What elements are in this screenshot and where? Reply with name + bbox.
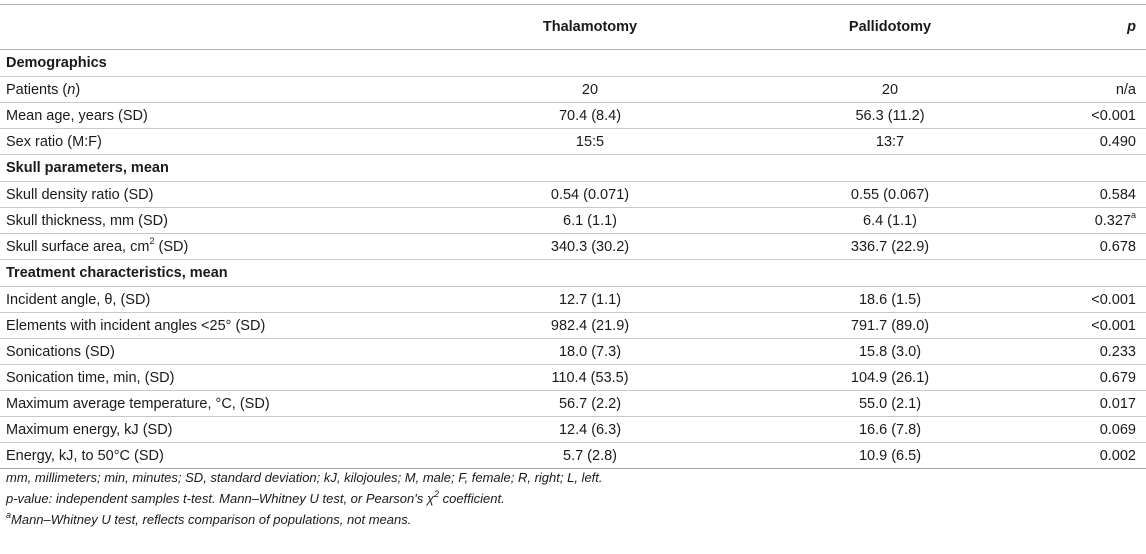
thalamotomy-value: 20 [440, 77, 740, 103]
note-footnote [6, 509, 1136, 530]
thalamotomy-value: 0.54 (0.071) [440, 182, 740, 208]
note-abbreviations: mm, millimeters; min, minutes; SD, standard deviation; kJ, kilojoules; M, male; F, female; R, right; L, left. [6, 470, 603, 485]
table-row [0, 313, 1146, 339]
section-title: Treatment characteristics, mean [0, 260, 1146, 287]
pallidotomy-value: 18.6 (1.5) [740, 287, 1040, 313]
row-label-text: Skull surface area, cm [6, 238, 150, 255]
p-value-text: n/a [1115, 81, 1136, 98]
row-label [0, 417, 440, 443]
row-label [0, 391, 440, 417]
row-label [0, 365, 440, 391]
thalamotomy-value: 110.4 (53.5) [440, 365, 740, 391]
p-value [1040, 365, 1146, 391]
pallidotomy-value: 0.55 (0.067) [740, 182, 1040, 208]
thalamotomy-value: 15:5 [440, 129, 740, 155]
table-row [0, 339, 1146, 365]
footnote-text: Mann–Whitney U test, reflects comparison of populations, not means. [11, 512, 412, 527]
p-value [1040, 287, 1146, 313]
p-value [1040, 103, 1146, 129]
note-pvalue-post: coefficient. [438, 491, 505, 506]
row-label [0, 182, 440, 208]
header-empty [0, 5, 440, 50]
p-value [1040, 234, 1146, 260]
p-value-text: 0.233 [1099, 343, 1136, 360]
pallidotomy-value: 336.7 (22.9) [740, 234, 1040, 260]
pallidotomy-value: 16.6 (7.8) [740, 417, 1040, 443]
p-value-text: <0.001 [1091, 291, 1136, 308]
thalamotomy-value: 5.7 (2.8) [440, 443, 740, 469]
footnote-mark: a [6, 509, 12, 520]
row-label-text: Sonications (SD) [6, 343, 115, 360]
table-row [0, 365, 1146, 391]
p-value-text: 0.017 [1099, 395, 1136, 412]
thalamotomy-value: 18.0 (7.3) [440, 339, 740, 365]
p-value [1040, 417, 1146, 443]
pallidotomy-value: 791.7 (89.0) [740, 313, 1040, 339]
table-body [0, 50, 1146, 469]
table-row [0, 443, 1146, 469]
table-row [0, 417, 1146, 443]
p-value [1040, 77, 1146, 103]
row-label [0, 103, 440, 129]
row-label [0, 77, 440, 103]
p-value [1040, 208, 1146, 234]
row-label [0, 234, 440, 260]
thalamotomy-value: 56.7 (2.2) [440, 391, 740, 417]
row-label [0, 443, 440, 469]
p-value-text: 0.327 [1094, 212, 1131, 229]
row-label-text: Incident angle, θ, (SD) [6, 291, 151, 308]
table-row [0, 182, 1146, 208]
row-label [0, 339, 440, 365]
pallidotomy-value: 55.0 (2.1) [740, 391, 1040, 417]
row-label-italic: n [67, 81, 76, 98]
section-title: Skull parameters, mean [0, 155, 1146, 182]
table-row [0, 103, 1146, 129]
p-value-text: 0.679 [1099, 369, 1136, 386]
thalamotomy-value: 70.4 (8.4) [440, 103, 740, 129]
row-label-text: Skull density ratio (SD) [6, 186, 154, 203]
pallidotomy-value: 10.9 (6.5) [740, 443, 1040, 469]
table-row [0, 208, 1146, 234]
pallidotomy-value: 20 [740, 77, 1040, 103]
thalamotomy-value: 340.3 (30.2) [440, 234, 740, 260]
header-thalamotomy: Thalamotomy [440, 5, 740, 50]
thalamotomy-value: 982.4 (21.9) [440, 313, 740, 339]
row-label [0, 313, 440, 339]
row-label-sup: 2 [149, 235, 155, 246]
p-value [1040, 129, 1146, 155]
p-value-text: 0.678 [1099, 238, 1136, 255]
row-label-text: Mean age, years (SD) [6, 107, 148, 124]
row-label-after: (SD) [154, 238, 189, 255]
table-row [0, 234, 1146, 260]
p-value-text: <0.001 [1091, 107, 1136, 124]
pallidotomy-value: 104.9 (26.1) [740, 365, 1040, 391]
row-label [0, 287, 440, 313]
section-row [0, 50, 1146, 77]
p-value [1040, 339, 1146, 365]
section-row [0, 155, 1146, 182]
p-value-sup: a [1130, 209, 1136, 220]
row-label [0, 129, 440, 155]
row-label-text: Patients ( [6, 81, 68, 98]
p-value-text: 0.069 [1099, 421, 1136, 438]
row-label-text: Maximum energy, kJ (SD) [6, 421, 173, 438]
pallidotomy-value: 56.3 (11.2) [740, 103, 1040, 129]
thalamotomy-value: 12.4 (6.3) [440, 417, 740, 443]
row-label-after: ) [75, 81, 81, 98]
header-row [0, 5, 1146, 50]
table-row [0, 77, 1146, 103]
pallidotomy-value: 6.4 (1.1) [740, 208, 1040, 234]
pallidotomy-value: 15.8 (3.0) [740, 339, 1040, 365]
row-label-text: Maximum average temperature, °C, (SD) [6, 395, 270, 412]
section-row [0, 260, 1146, 287]
row-label-text: Elements with incident angles <25° (SD) [6, 317, 266, 334]
header-pallidotomy: Pallidotomy [740, 5, 1040, 50]
row-label-text: Energy, kJ, to 50°C (SD) [6, 447, 164, 464]
row-label [0, 208, 440, 234]
table-row [0, 287, 1146, 313]
note-pvalue-text: p-value: independent samples t-test. Mann–Whitney U test, or Pearson's χ [6, 491, 434, 506]
p-value-text: 0.584 [1099, 186, 1136, 203]
note-pvalue [6, 488, 1136, 509]
p-value-text: 0.002 [1099, 447, 1136, 464]
pallidotomy-value: 13:7 [740, 129, 1040, 155]
table-row [0, 391, 1146, 417]
p-value [1040, 313, 1146, 339]
p-value [1040, 182, 1146, 208]
thalamotomy-value: 6.1 (1.1) [440, 208, 740, 234]
table-notes [6, 467, 1136, 530]
row-label-text: Sonication time, min, (SD) [6, 369, 175, 386]
thalamotomy-value: 12.7 (1.1) [440, 287, 740, 313]
table-row [0, 129, 1146, 155]
row-label-text: Sex ratio (M:F) [6, 133, 102, 150]
row-label-text: Skull thickness, mm (SD) [6, 212, 168, 229]
comparison-table [0, 4, 1146, 469]
header-p: p [1040, 5, 1146, 50]
p-value [1040, 443, 1146, 469]
p-value [1040, 391, 1146, 417]
p-value-text: 0.490 [1099, 133, 1136, 150]
p-value-text: <0.001 [1091, 317, 1136, 334]
section-title: Demographics [0, 50, 1146, 77]
note-pvalue-sup: 2 [433, 488, 439, 499]
